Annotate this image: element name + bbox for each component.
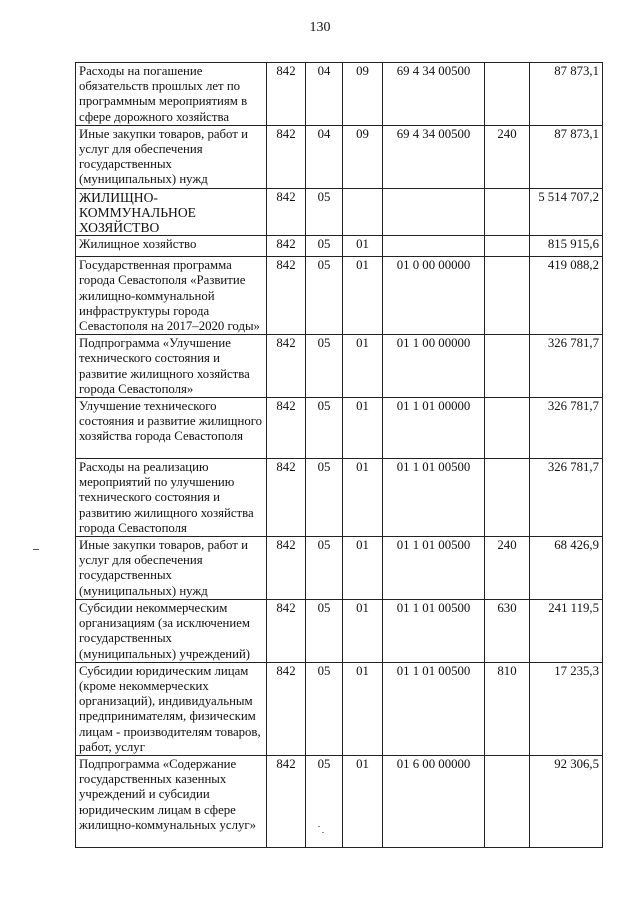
row-grbs: 842 xyxy=(267,459,306,537)
row-expense-type xyxy=(485,755,530,847)
row-expense-type xyxy=(485,188,530,236)
row-grbs: 842 xyxy=(267,236,306,257)
table-row xyxy=(76,599,603,662)
row-grbs: 842 xyxy=(267,537,306,600)
row-subsection: 01 xyxy=(343,236,383,257)
row-subsection: 01 xyxy=(343,662,383,755)
row-amount: 87 873,1 xyxy=(530,63,603,126)
row-expense-type: 240 xyxy=(485,537,530,600)
row-grbs: 842 xyxy=(267,125,306,188)
row-target-article: 01 6 00 00000 xyxy=(383,755,485,847)
row-section: 04 xyxy=(306,63,343,126)
row-section: 05 xyxy=(306,257,343,335)
row-amount: 68 426,9 xyxy=(530,537,603,600)
row-expense-type xyxy=(485,236,530,257)
row-name: Субсидии некоммерческим организациям (за исключением государственных (муниципальных) учреждений) xyxy=(76,599,267,662)
row-expense-type: 240 xyxy=(485,125,530,188)
row-name: Государственная программа города Севастополя «Развитие жилищно-коммунальной инфраструктуры города Севастополя на 2017–2020 годы» xyxy=(76,257,267,335)
row-grbs: 842 xyxy=(267,335,306,398)
row-section: 05 xyxy=(306,755,343,847)
scan-speck xyxy=(318,826,320,827)
row-section: 05 xyxy=(306,459,343,537)
row-grbs: 842 xyxy=(267,188,306,236)
row-amount: 87 873,1 xyxy=(530,125,603,188)
row-target-article: 69 4 34 00500 xyxy=(383,125,485,188)
row-subsection: 09 xyxy=(343,63,383,126)
row-expense-type xyxy=(485,257,530,335)
row-grbs: 842 xyxy=(267,662,306,755)
row-section: 05 xyxy=(306,335,343,398)
row-target-article: 01 1 01 00500 xyxy=(383,537,485,600)
row-grbs: 842 xyxy=(267,398,306,459)
row-target-article xyxy=(383,188,485,236)
row-amount: 241 119,5 xyxy=(530,599,603,662)
table-row xyxy=(76,398,603,459)
row-amount: 5 514 707,2 xyxy=(530,188,603,236)
row-subsection: 01 xyxy=(343,537,383,600)
row-amount: 815 915,6 xyxy=(530,236,603,257)
row-target-article: 01 1 01 00500 xyxy=(383,662,485,755)
table-row xyxy=(76,63,603,126)
row-section: 05 xyxy=(306,236,343,257)
row-target-article: 01 0 00 00000 xyxy=(383,257,485,335)
table-row xyxy=(76,257,603,335)
row-subsection: 01 xyxy=(343,257,383,335)
table-row xyxy=(76,236,603,257)
row-target-article: 01 1 01 00000 xyxy=(383,398,485,459)
row-name: Улучшение технического состояния и развитие жилищного хозяйства города Севастополя xyxy=(76,398,267,459)
table-row xyxy=(76,662,603,755)
row-section: 05 xyxy=(306,662,343,755)
row-name: Субсидии юридическим лицам (кроме некоммерческих организаций), индивидуальным предпринимателям, физическим лицам - производителям товаров, работ, услуг xyxy=(76,662,267,755)
row-subsection: 01 xyxy=(343,755,383,847)
table-row xyxy=(76,537,603,600)
row-name: Жилищное хозяйство xyxy=(76,236,267,257)
row-subsection: 01 xyxy=(343,398,383,459)
row-amount: 92 306,5 xyxy=(530,755,603,847)
row-expense-type: 810 xyxy=(485,662,530,755)
row-target-article: 01 1 00 00000 xyxy=(383,335,485,398)
row-grbs: 842 xyxy=(267,63,306,126)
row-expense-type xyxy=(485,335,530,398)
row-target-article: 69 4 34 00500 xyxy=(383,63,485,126)
row-target-article: 01 1 01 00500 xyxy=(383,459,485,537)
row-amount: 326 781,7 xyxy=(530,398,603,459)
row-expense-type xyxy=(485,398,530,459)
row-subsection xyxy=(343,188,383,236)
margin-mark xyxy=(33,549,39,550)
table-row xyxy=(76,459,603,537)
table-row xyxy=(76,335,603,398)
row-amount: 326 781,7 xyxy=(530,459,603,537)
row-amount: 326 781,7 xyxy=(530,335,603,398)
row-section: 05 xyxy=(306,188,343,236)
row-expense-type: 630 xyxy=(485,599,530,662)
row-target-article: 01 1 01 00500 xyxy=(383,599,485,662)
row-grbs: 842 xyxy=(267,599,306,662)
row-section: 05 xyxy=(306,599,343,662)
table-row xyxy=(76,755,603,847)
row-name: Подпрограмма «Содержание государственных казенных учреждений и субсидии юридическим лицам в сфере жилищно-коммунальных услуг» xyxy=(76,755,267,847)
page-number: 130 xyxy=(309,20,331,35)
row-subsection: 01 xyxy=(343,335,383,398)
row-name: Расходы на реализацию мероприятий по улучшению технического состояния и развитию жилищного хозяйства города Севастополя xyxy=(76,459,267,537)
row-name: Расходы на погашение обязательств прошлых лет по программным мероприятиям в сфере дорожного хозяйства xyxy=(76,63,267,126)
row-amount: 419 088,2 xyxy=(530,257,603,335)
budget-table xyxy=(75,62,603,848)
row-amount: 17 235,3 xyxy=(530,662,603,755)
row-name: ЖИЛИЩНО-КОММУНАЛЬНОЕ ХОЗЯЙСТВО xyxy=(76,188,267,236)
row-name: Иные закупки товаров, работ и услуг для обеспечения государственных (муниципальных) нужд xyxy=(76,125,267,188)
row-target-article xyxy=(383,236,485,257)
budget-table-body xyxy=(76,63,603,848)
row-section: 04 xyxy=(306,125,343,188)
row-section: 05 xyxy=(306,537,343,600)
row-name: Подпрограмма «Улучшение технического состояния и развитие жилищного хозяйства города Севастополя» xyxy=(76,335,267,398)
table-row xyxy=(76,125,603,188)
row-subsection: 01 xyxy=(343,599,383,662)
row-grbs: 842 xyxy=(267,257,306,335)
row-expense-type xyxy=(485,459,530,537)
row-grbs: 842 xyxy=(267,755,306,847)
row-subsection: 01 xyxy=(343,459,383,537)
row-section: 05 xyxy=(306,398,343,459)
scan-speck xyxy=(322,832,324,833)
row-name: Иные закупки товаров, работ и услуг для обеспечения государственных (муниципальных) нужд xyxy=(76,537,267,600)
row-expense-type xyxy=(485,63,530,126)
row-subsection: 09 xyxy=(343,125,383,188)
table-row xyxy=(76,188,603,236)
